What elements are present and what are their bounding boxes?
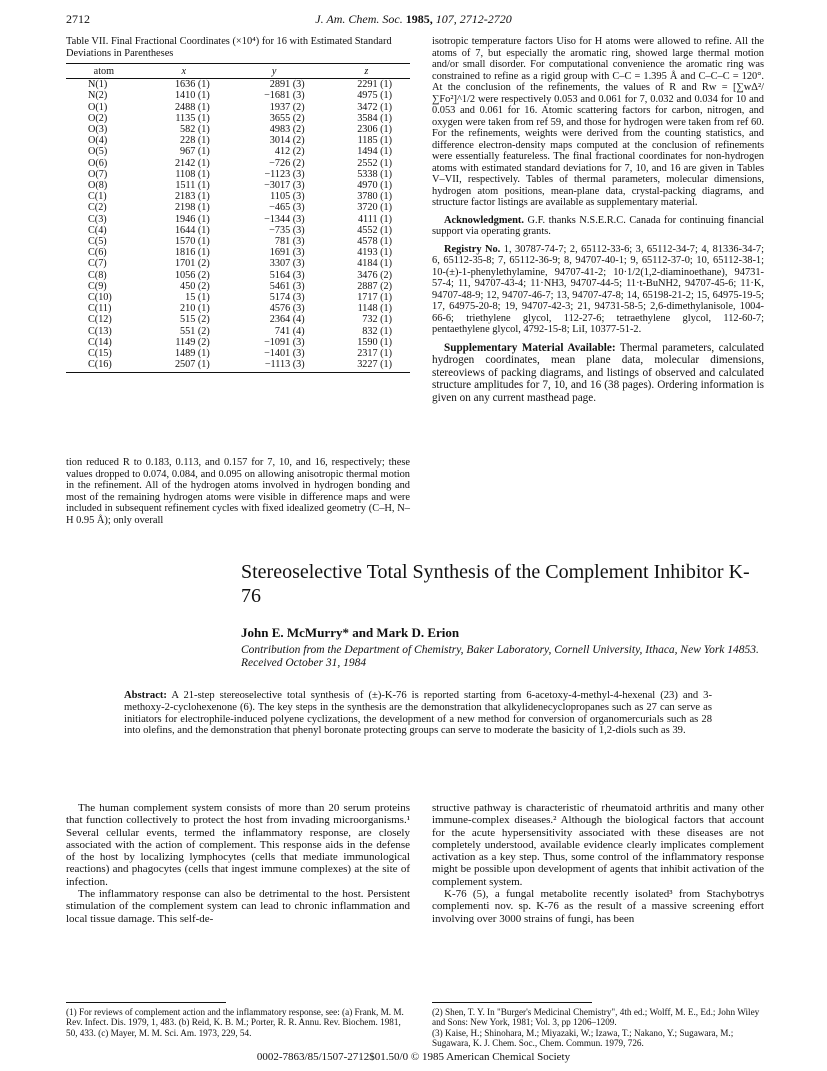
table-cell-y: 2891 (3) xyxy=(269,79,305,91)
body-left-column xyxy=(66,802,410,925)
abstract xyxy=(124,690,712,737)
table-cell-x: 1644 (1) xyxy=(174,224,210,236)
table-row xyxy=(66,337,410,348)
table-cell-x: 1489 (1) xyxy=(174,348,210,360)
acknowledgment xyxy=(432,215,764,238)
article-authors: John E. McMurry* and Mark D. Erion xyxy=(241,625,460,640)
table-cell-z: 732 (1) xyxy=(362,314,392,326)
table-cell-z: 3476 (2) xyxy=(357,269,392,281)
table-row xyxy=(66,124,410,135)
table-cell-z: 2317 (1) xyxy=(357,348,392,360)
table-cell-x: 1816 (1) xyxy=(174,247,210,259)
table-cell-z: 4578 (1) xyxy=(357,236,392,248)
table-cell-z: 1148 (1) xyxy=(357,303,392,315)
table-cell-atom: C(3) xyxy=(88,213,107,225)
table-cell-y: 781 (3) xyxy=(274,236,305,248)
table-cell-y: 412 (2) xyxy=(274,146,305,158)
table-cell-x: 2142 (1) xyxy=(174,157,210,169)
body-paragraph: K-76 (5), a fungal metabolite recently isolated³ from Stachybotrys complementi nov. sp. K-76 as the result of a massive screening effort involving over 3000 strains of fungi, has been xyxy=(432,888,764,925)
table-cell-atom: C(10) xyxy=(88,292,112,304)
table-caption: Table VII. Final Fractional Coordinates (×10⁴) for 16 with Estimated Standard Deviations in Parentheses xyxy=(66,36,392,59)
table-cell-y: −735 (3) xyxy=(269,224,305,236)
table-cell-z: 2552 (1) xyxy=(357,157,392,169)
col-header-atom: atom xyxy=(66,64,142,79)
article-title: Stereoselective Total Synthesis of the Complement Inhibitor K-76 xyxy=(241,561,750,607)
table-row xyxy=(66,180,410,191)
table-cell-x: 450 (2) xyxy=(180,280,210,292)
table-cell-y: −1113 (3) xyxy=(226,359,323,373)
body-right-column xyxy=(432,802,764,925)
table-row xyxy=(66,102,410,113)
table-row xyxy=(66,202,410,213)
table-cell-z: 1185 (1) xyxy=(357,135,392,147)
table-cell-atom: C(6) xyxy=(88,247,107,259)
table-row xyxy=(66,225,410,236)
table-cell-y: 3655 (2) xyxy=(269,112,305,124)
table-cell-x: 1056 (2) xyxy=(174,269,210,281)
col-header-y: y xyxy=(226,64,323,79)
table-cell-y: 741 (4) xyxy=(274,325,305,337)
table-cell-y: 5461 (3) xyxy=(269,280,305,292)
table-cell-atom: C(13) xyxy=(88,325,112,337)
journal-volume-pages: 107, 2712-2720 xyxy=(435,12,512,26)
table-cell-atom: C(14) xyxy=(88,336,112,348)
table-cell-y: −465 (3) xyxy=(269,202,305,214)
table-cell-z: 4552 (1) xyxy=(357,224,392,236)
table-cell-atom: O(3) xyxy=(88,124,108,136)
table-cell-y: 5164 (3) xyxy=(269,269,305,281)
table-cell-z: 4193 (1) xyxy=(357,247,392,259)
table-cell-x: 2488 (1) xyxy=(174,101,210,113)
table-cell-atom: O(7) xyxy=(88,168,108,180)
table-cell-z: 4970 (1) xyxy=(357,180,392,192)
table-cell-x: 551 (2) xyxy=(180,325,210,337)
right-column-top xyxy=(432,36,764,404)
table-cell-x: 1108 (1) xyxy=(175,168,210,180)
footnote-1: (1) For reviews of complement action and the inflammatory response, see: (a) Frank, M. M. Rev. Infect. Dis. 1979, 1, 483. (b) Reid, K. B. M.; Porter, R. R. Annu. Rev. Biochem. 1981, 50, 433. (c) Mayer, M. M. Sci. Am. 1973, 229, 54. xyxy=(66,1007,404,1038)
table-row xyxy=(66,292,410,303)
table-row xyxy=(66,158,410,169)
footnote-rule xyxy=(432,1002,592,1003)
table-cell-y: −726 (2) xyxy=(269,157,305,169)
table-cell-x: 228 (1) xyxy=(180,135,210,147)
table-cell-atom: O(2) xyxy=(88,112,108,124)
table-row xyxy=(66,146,410,157)
table-row xyxy=(66,90,410,101)
table-cell-x: 2198 (1) xyxy=(174,202,210,214)
table-header-row xyxy=(66,64,410,79)
table-cell-y: 3014 (2) xyxy=(269,135,305,147)
table-row xyxy=(66,314,410,325)
table-cell-y: 4983 (2) xyxy=(269,124,305,136)
table-cell-y: −1401 (3) xyxy=(264,348,305,360)
page-footer: 0002-7863/85/1507-2712$01.50/0 © 1985 American Chemical Society xyxy=(256,1051,571,1063)
table-cell-y: 1937 (2) xyxy=(269,101,305,113)
table-cell-z: 1717 (1) xyxy=(357,292,392,304)
table-row xyxy=(66,258,410,269)
table-cell-z: 4184 (1) xyxy=(357,258,392,270)
table-row xyxy=(66,236,410,247)
table-cell-y: 5174 (3) xyxy=(269,292,305,304)
table-cell-y: 4576 (3) xyxy=(269,303,305,315)
table-cell-atom: N(1) xyxy=(88,79,108,91)
table-cell-z: 1590 (1) xyxy=(357,336,392,348)
table-cell-x: 2507 (1) xyxy=(142,359,226,373)
supp-text: Thermal parameters, calculated hydrogen coordinates, mean plane data, molecular dimensions, stereoviews of packing diagrams, and listings of observed and calculated structure amplitudes for 7, 10, and 16 (38 pages). Ordering information is given on any current masthead page. xyxy=(432,341,764,404)
table-cell-z: 3720 (1) xyxy=(357,202,392,214)
running-head xyxy=(0,12,827,27)
refinement-paragraph: isotropic temperature factors Uiso for H atoms were allowed to refine. All the atoms of 7, but especially the aromatic ring, showed large thermal motion and/or small disorder. For computational convenience the aromatic ring was constrained to refine as a rigid group with C–C = 1.395 Å and C–C–C = 120°. At the conclusion of the refinements, the values of R and Rw = [∑wΔ²/∑Fo²]^1/2 were respectively 0.053 and 0.061 for 7, 0.032 and 0.034 for 10 and 0.053 and 0.061 for 16. Atomic scattering factors for carbon, nitrogen, and oxygen were taken from ref 59, and those for hydrogen were taken from ref 60. For the refinements, weights were derived from the counting statistics, and difference electron-density maps computed at the conclusion of refinements were essentially featureless. The final fractional coordinates for non-hydrogen atoms with estimated standard deviations for 7, 10, and 16 are given in Tables V–VII, respectively. Tables of thermal parameters, molecular dimensions, hydrogen atom positions, mean-plane data, crystal-packing diagrams, and structure factor listings are available as supplementary material. xyxy=(432,36,764,208)
table-cell-z: 2887 (2) xyxy=(357,280,392,292)
table-cell-atom: C(4) xyxy=(88,224,107,236)
table-cell-x: 1636 (1) xyxy=(174,79,210,91)
table-cell-z: 1494 (1) xyxy=(357,146,392,158)
table-cell-z: 4975 (1) xyxy=(357,90,392,102)
registry-text: 1, 30787-74-7; 2, 65112-33-6; 3, 65112-34-7; 4, 81336-34-7; 6, 65112-35-8; 7, 65112-36-9; 8, 94707-40-1; 9, 65112-37-0; 10, 65112-38-1; 10-(±)-1-phenylethylamine, 94707-41-2; 10·1/2(1,2-diaminoethane), 94731-57-4; 11, 94707-43-4; 11·NH3, 94707-44-5; 11·t-BuNH2, 94707-45-6; 11·K, 94707-48-9; 12, 94707-46-7; 13, 94707-47-8; 14, 65198-21-2; 15, 64975-19-5; 17, 64975-20-8; 19, 94707-42-3; 21, 94731-58-5; 2,6-dimethylanisole, 1004-66-6; triethylene glycol, 112-27-6; tetraethylene glycol, 112-60-7; pentaethylene glycol, 4792-15-8; LiI, 10377-51-2. xyxy=(432,243,765,335)
table-row xyxy=(66,169,410,180)
table-cell-x: 15 (1) xyxy=(185,292,210,304)
table-cell-x: 1410 (1) xyxy=(174,90,210,102)
supplementary-material xyxy=(432,342,764,405)
table-body xyxy=(66,79,410,373)
table-cell-x: 2183 (1) xyxy=(174,191,210,203)
table-cell-atom: C(16) xyxy=(66,359,142,373)
table-cell-y: 3307 (3) xyxy=(269,258,305,270)
table-row xyxy=(66,348,410,359)
table-cell-y: −1344 (3) xyxy=(264,213,305,225)
table-cell-x: 1135 (1) xyxy=(175,112,210,124)
col-header-z: z xyxy=(323,64,410,79)
body-paragraph: The inflammatory response can also be detrimental to the host. Persistent stimulation of the complement system can lead to chronic inflammation and local tissue damage. This self-de- xyxy=(66,888,410,925)
table-cell-x: 967 (1) xyxy=(180,146,210,158)
table-cell-x: 1511 (1) xyxy=(175,180,210,192)
journal-year: 1985, xyxy=(405,12,433,26)
table-cell-atom: O(6) xyxy=(88,157,108,169)
footnote-2: (2) Shen, T. Y. In "Burger's Medicinal Chemistry", 4th ed.; Wolff, M. E., Ed.; John Wiley and Sons: New York, 1981; Vol. 3, pp 1206–1209. xyxy=(432,1007,760,1028)
table-cell-atom: C(12) xyxy=(88,314,112,326)
table-cell-atom: C(5) xyxy=(88,236,107,248)
footnote-rule xyxy=(66,1002,226,1003)
table-row xyxy=(66,79,410,91)
left-column-continuation xyxy=(66,457,410,526)
footnotes-right xyxy=(432,1002,764,1049)
table-cell-x: 210 (1) xyxy=(180,303,210,315)
table-cell-z: 832 (1) xyxy=(362,325,392,337)
table-cell-z: 4111 (1) xyxy=(357,213,392,225)
abstract-label: Abstract: xyxy=(124,690,167,701)
table-row xyxy=(66,135,410,146)
coordinates-table xyxy=(66,63,410,373)
table-cell-atom: C(1) xyxy=(88,191,107,203)
table-row xyxy=(66,303,410,314)
abstract-text: A 21-step stereoselective total synthesis of (±)-K-76 is reported starting from 6-acetoxy-4-methyl-4-hexenal (23) and 3-methoxy-2-cyclohexenone (6). The key steps in the synthesis are the demonstration that alkylidenecyclopropanes such as 27 can serve as initiators for electrophile-induced polyene cyclizations, the development of a new method for conversion of organomercurials such as 28 into olefins, and the demonstration that phenyl boronate protecting groups can serve to moderate the basicity of 1,2-diols such as 39. xyxy=(124,690,712,737)
table-cell-x: 582 (1) xyxy=(180,124,210,136)
table-cell-z: 5338 (1) xyxy=(357,168,392,180)
table-cell-atom: O(4) xyxy=(88,135,108,147)
ack-text: G.F. thanks N.S.E.R.C. Canada for continuing financial support via operating grants. xyxy=(432,214,764,237)
article-affiliation: Contribution from the Department of Chemistry, Baker Laboratory, Cornell University, Ithaca, New York 14853. Received October 31, 1984 xyxy=(241,644,759,669)
table-cell-atom: C(7) xyxy=(88,258,107,270)
table-cell-x: 515 (2) xyxy=(180,314,210,326)
page-number: 2712 xyxy=(66,12,90,26)
table-row xyxy=(66,281,410,292)
table-cell-y: −1681 (3) xyxy=(264,90,305,102)
table-row xyxy=(66,326,410,337)
col-header-x: x xyxy=(142,64,226,79)
table-row xyxy=(66,113,410,124)
table-row xyxy=(66,214,410,225)
table-cell-y: 1105 (3) xyxy=(270,191,305,203)
table-cell-x: 1570 (1) xyxy=(174,236,210,248)
table-cell-atom: O(1) xyxy=(88,101,108,113)
table-row xyxy=(66,270,410,281)
table-cell-z: 2291 (1) xyxy=(357,79,392,91)
table-cell-atom: O(8) xyxy=(88,180,108,192)
table-cell-x: 1149 (2) xyxy=(175,336,210,348)
table-cell-atom: C(9) xyxy=(88,280,107,292)
journal-name: J. Am. Chem. Soc. xyxy=(315,12,403,26)
supp-label: Supplementary Material Available: xyxy=(444,341,616,354)
table-cell-y: −1123 (3) xyxy=(264,168,305,180)
table-cell-x: 1701 (2) xyxy=(174,258,210,270)
table-cell-atom: C(11) xyxy=(88,303,112,315)
body-paragraph: structive pathway is characteristic of rheumatoid arthritis and many other immune-complex diseases.² Although the biological factors that account for the acute hypersensitivity associated with these diseases are not completely understood, available evidence clearly implicates complement activation as a key step. Thus, some control of the inflammatory response might be possible upon development of agents that inhibit activation of the complement system. xyxy=(432,802,764,888)
table-row xyxy=(66,359,410,373)
registry-label: Registry No. xyxy=(444,243,501,255)
table-cell-z: 3584 (1) xyxy=(357,112,392,124)
table-cell-atom: C(15) xyxy=(88,348,112,360)
continuation-paragraph: tion reduced R to 0.183, 0.113, and 0.157 for 7, 10, and 16, respectively; these values dropped to 0.074, 0.084, and 0.095 on allowing anisotropic thermal motion in the refinement. All of the hydrogen atoms involved in hydrogen bonding and most of the remaining hydrogen atoms were visible in difference maps and were included in subsequent refinement cycles with fixed idealized geometry (C–H, N–H 0.95 Å); only overall xyxy=(66,457,410,526)
table-cell-atom: O(5) xyxy=(88,146,108,158)
registry-numbers xyxy=(432,244,764,336)
table-cell-y: −1091 (3) xyxy=(264,336,305,348)
table-cell-y: 2364 (4) xyxy=(269,314,305,326)
table-cell-atom: N(2) xyxy=(88,90,108,102)
table-cell-z: 3472 (1) xyxy=(357,101,392,113)
body-paragraph: The human complement system consists of more than 20 serum proteins that function collectively to protect the host from invading microorganisms.¹ Several cellular events, termed the inflammatory response, are closely associated with the action of complement. This response aids in the defense of the host by localizing lymphocytes (cells that mediate immunological reactions) and phagocytes (cells that ingest immune complexes) at the site of infection. xyxy=(66,802,410,888)
table-cell-y: −3017 (3) xyxy=(264,180,305,192)
table-cell-atom: C(2) xyxy=(88,202,107,214)
table-row xyxy=(66,247,410,258)
footnotes-left xyxy=(66,1002,410,1038)
table-cell-z: 3780 (1) xyxy=(357,191,392,203)
ack-label: Acknowledgment. xyxy=(444,214,524,226)
table-cell-atom: C(8) xyxy=(88,269,107,281)
table-row xyxy=(66,191,410,202)
table-cell-x: 1946 (1) xyxy=(174,213,210,225)
table-cell-z: 3227 (1) xyxy=(323,359,410,373)
footnote-3: (3) Kaise, H.; Shinohara, M.; Miyazaki, W.; Izawa, T.; Nakano, Y.; Sugawara, M.; Sugawara, K. J. Chem. Soc., Chem. Commun. 1979, 726. xyxy=(432,1027,734,1049)
table-cell-z: 2306 (1) xyxy=(357,124,392,136)
table-cell-y: 1691 (3) xyxy=(269,247,305,259)
